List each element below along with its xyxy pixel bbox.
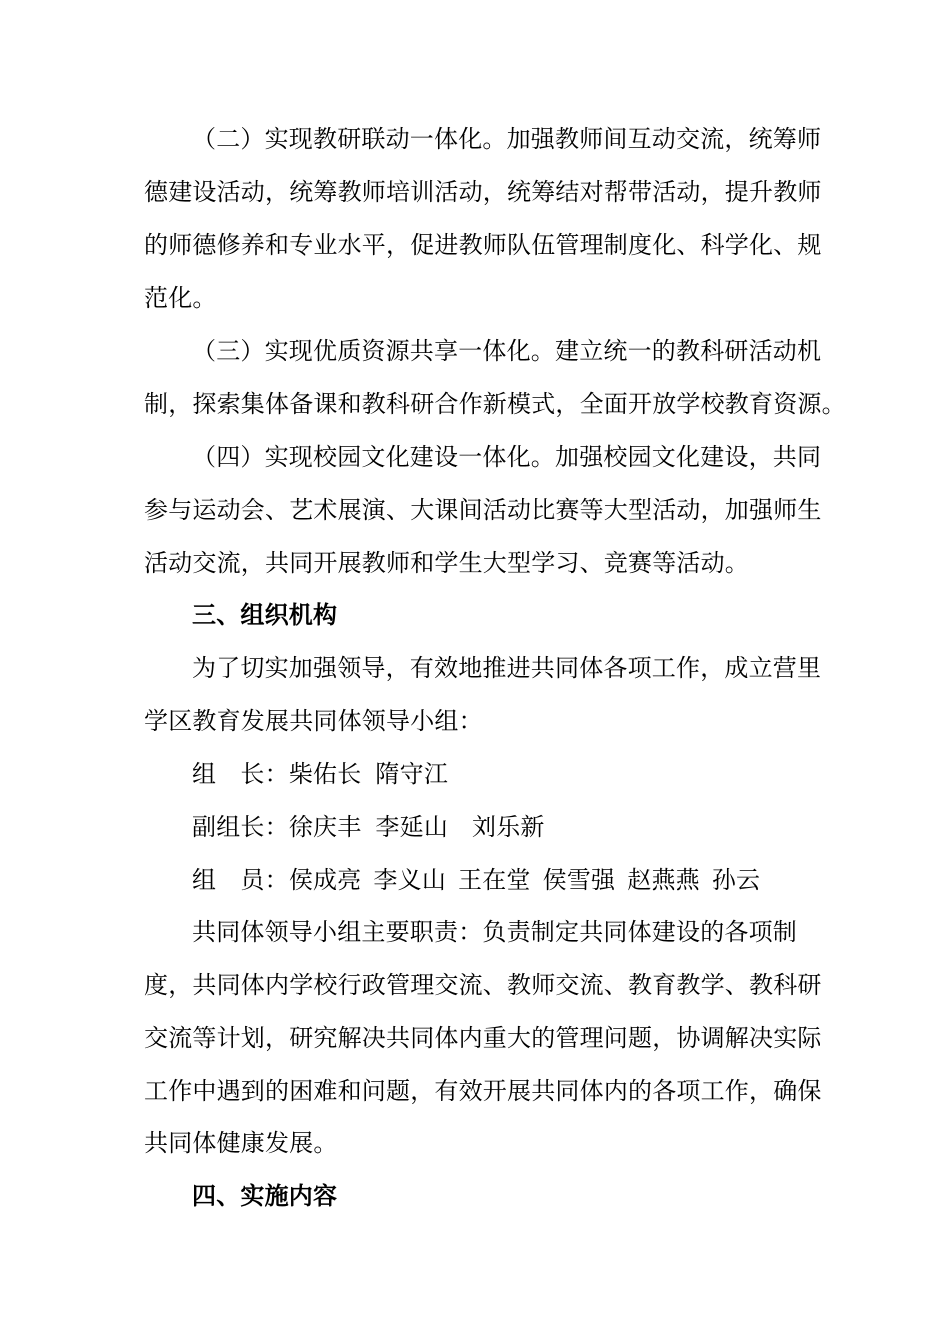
leader-name: 隋守江	[375, 760, 449, 788]
duties-line-5: 共同体健康发展。	[144, 1129, 338, 1157]
member-name: 李义山	[373, 866, 447, 894]
member-name: 孙云	[711, 866, 761, 894]
members-row	[192, 865, 760, 895]
paragraph-4-line-1: （四）实现校园文化建设一体化。加强校园文化建设，共同	[192, 443, 822, 471]
members-label: 组 员：	[192, 866, 289, 894]
paragraph-3-line-2: 制，探索集体备课和教科研合作新模式，全面开放学校教育资源。	[144, 390, 846, 418]
duties-line-4: 工作中遇到的困难和问题，有效开展共同体内的各项工作，确保	[144, 1077, 822, 1105]
member-name: 赵燕燕	[627, 866, 700, 894]
member-name: 王在堂	[458, 866, 531, 894]
section-3-heading: 三、组织机构	[192, 601, 338, 629]
paragraph-4-line-3: 活动交流，共同开展教师和学生大型学习、竞赛等活动。	[144, 549, 749, 577]
section-3-intro-line-1: 为了切实加强领导，有效地推进共同体各项工作，成立营里	[192, 654, 822, 682]
deputy-leader-label: 副组长：	[192, 813, 289, 841]
paragraph-2-line-3: 的师德修养和专业水平，促进教师队伍管理制度化、科学化、规	[144, 231, 822, 259]
duties-line-3: 交流等计划，研究解决共同体内重大的管理问题，协调解决实际	[144, 1024, 822, 1052]
section-4-heading: 四、实施内容	[192, 1182, 338, 1210]
member-name: 侯成亮	[288, 866, 362, 894]
paragraph-3-line-1: （三）实现优质资源共享一体化。建立统一的教科研活动机	[192, 337, 822, 365]
paragraph-2-line-2: 德建设活动，统筹教师培训活动，统筹结对帮带活动，提升教师	[144, 178, 822, 206]
deputy-leader-name: 徐庆丰	[288, 813, 362, 841]
paragraph-4-line-2: 参与运动会、艺术展演、大课间活动比赛等大型活动，加强师生	[144, 496, 822, 524]
deputy-leader-row	[192, 812, 545, 842]
duties-line-2: 度，共同体内学校行政管理交流、教师交流、教育教学、教科研	[144, 971, 822, 999]
leader-row	[192, 759, 448, 789]
member-name: 侯雪强	[542, 866, 616, 894]
paragraph-2-line-1: （二）实现教研联动一体化。加强教师间互动交流，统筹师	[192, 125, 822, 153]
deputy-leader-name: 刘乐新	[472, 813, 545, 841]
leader-label: 组 长：	[192, 760, 289, 788]
section-3-intro-line-2: 学区教育发展共同体领导小组：	[144, 707, 483, 735]
leader-name: 柴佑长	[288, 760, 362, 788]
deputy-leader-name: 李延山	[375, 813, 449, 841]
paragraph-2-line-4: 范化。	[144, 284, 217, 312]
duties-line-1: 共同体领导小组主要职责：负责制定共同体建设的各项制	[192, 918, 797, 946]
